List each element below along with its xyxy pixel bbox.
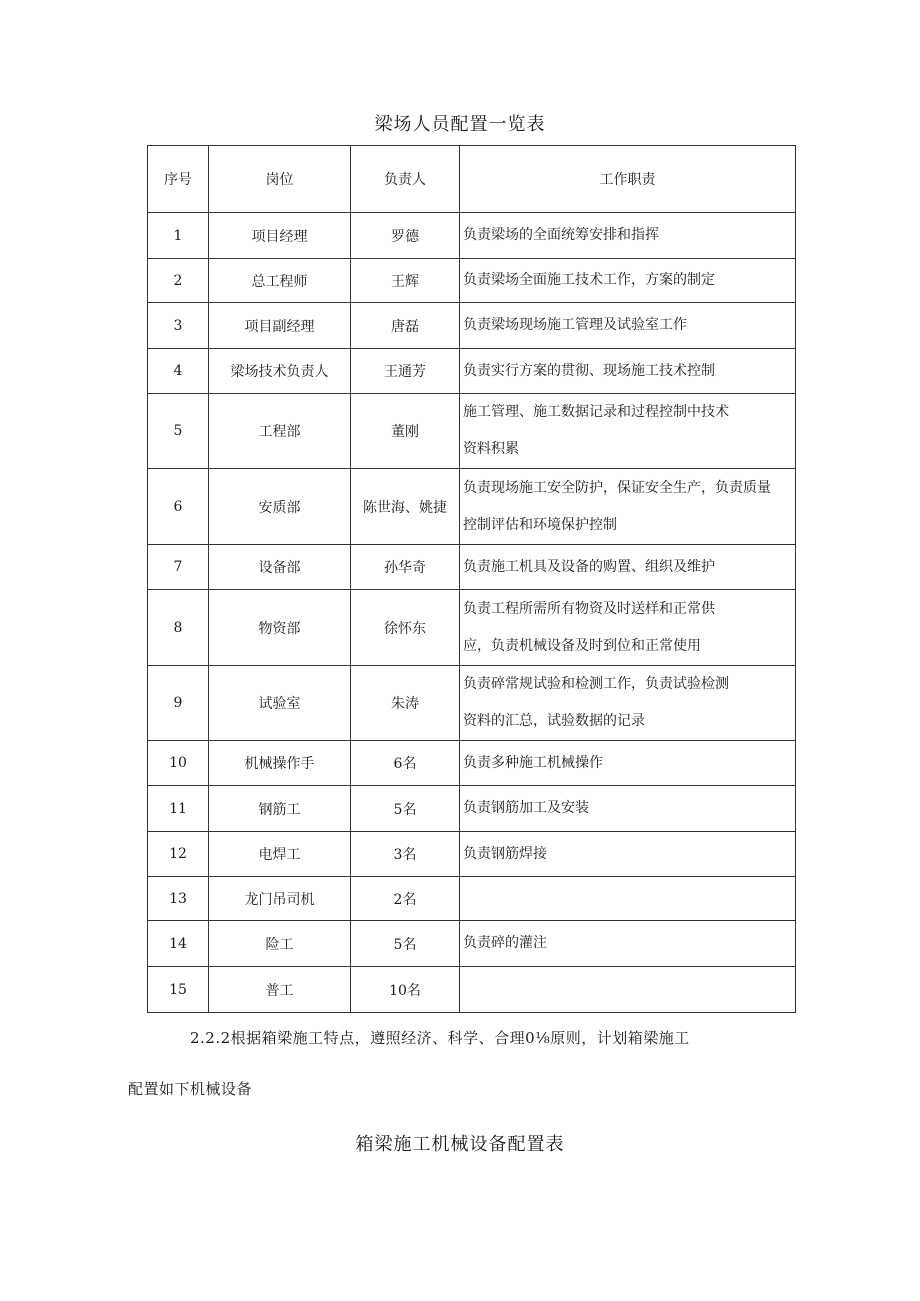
header-no: 序号 [148, 146, 209, 213]
row-person: 3名 [351, 832, 460, 877]
header-post: 岗位 [209, 146, 351, 213]
row-number: 9 [148, 666, 209, 741]
row-person: 2名 [351, 877, 460, 921]
row-number: 13 [148, 877, 209, 921]
row-number: 15 [148, 967, 209, 1013]
duty-line: 应，负责机械设备及时到位和正常使用 [463, 637, 701, 654]
header-duty: 工作职责 [460, 146, 796, 213]
row-duty [460, 967, 796, 1013]
duty-line: 负责梁场现场施工管理及试验室工作 [463, 317, 687, 333]
row-post: 工程部 [209, 394, 351, 469]
row-person: 孙华奇 [351, 545, 460, 590]
paragraph-line-1: 2.2.2根据箱梁施工特点，遵照经济、科学、合理0⅛原则，计划箱梁施工 [190, 1029, 690, 1047]
row-post: 项目副经理 [209, 303, 351, 349]
duty-line: 负责工程所需所有物资及时送样和正常供 [463, 600, 715, 617]
row-number: 5 [148, 394, 209, 469]
row-duty [460, 921, 796, 967]
row-number: 2 [148, 259, 209, 303]
table-row [148, 666, 796, 741]
row-person: 6名 [351, 741, 460, 786]
row-duty [460, 786, 796, 832]
row-person: 10名 [351, 967, 460, 1013]
row-duty [460, 877, 796, 921]
table-row [148, 921, 796, 967]
row-duty [460, 469, 796, 545]
duty-line: 控制评估和环境保护控制 [463, 516, 617, 533]
table-header-row [148, 146, 796, 213]
duty-line: 负责实行方案的贯彻、现场施工技术控制 [463, 362, 715, 379]
paragraph-line-2: 配置如下机械设备 [128, 1080, 253, 1098]
table-row [148, 832, 796, 877]
duty-line: 负责梁场全面施工技术工作，方案的制定 [463, 272, 715, 288]
row-duty [460, 741, 796, 786]
row-post: 龙门吊司机 [209, 877, 351, 921]
table-row [148, 967, 796, 1013]
row-post: 梁场技术负责人 [209, 349, 351, 394]
row-number: 6 [148, 469, 209, 545]
row-duty [460, 213, 796, 259]
table-row [148, 786, 796, 832]
row-duty [460, 349, 796, 394]
staff-table [147, 145, 796, 1013]
table-row [148, 741, 796, 786]
table-row [148, 590, 796, 666]
row-person: 董刚 [351, 394, 460, 469]
duty-line: 负责碎常规试验和检测工作，负责试验检测 [463, 676, 729, 692]
row-number: 12 [148, 832, 209, 877]
row-duty [460, 832, 796, 877]
row-post: 普工 [209, 967, 351, 1013]
duty-line: 负责施工机具及设备的购置、组织及维护 [463, 558, 715, 575]
table-title: 梁场人员配置一览表 [374, 114, 546, 135]
row-person: 5名 [351, 921, 460, 967]
row-person: 罗德 [351, 213, 460, 259]
header-person: 负责人 [351, 146, 460, 213]
duty-line: 负责钢筋加工及安装 [463, 800, 589, 816]
second-table-title: 箱梁施工机械设备配置表 [355, 1134, 565, 1155]
duty-line: 负责碎的灌注 [463, 935, 547, 951]
row-number: 1 [148, 213, 209, 259]
row-person: 朱涛 [351, 666, 460, 741]
duty-line: 负责钢筋焊接 [463, 845, 547, 862]
duty-line: 施工管理、施工数据记录和过程控制中技术 [463, 404, 729, 420]
table-row [148, 213, 796, 259]
table-row [148, 303, 796, 349]
table-row [148, 469, 796, 545]
row-post: 电焊工 [209, 832, 351, 877]
row-person: 王辉 [351, 259, 460, 303]
table-row [148, 259, 796, 303]
row-post: 机械操作手 [209, 741, 351, 786]
row-duty [460, 259, 796, 303]
table-row [148, 349, 796, 394]
row-number: 4 [148, 349, 209, 394]
table-row [148, 877, 796, 921]
table-row [148, 545, 796, 590]
row-number: 8 [148, 590, 209, 666]
duty-line: 资料积累 [463, 441, 519, 457]
row-person: 唐磊 [351, 303, 460, 349]
row-post: 物资部 [209, 590, 351, 666]
row-person: 徐怀东 [351, 590, 460, 666]
row-person: 陈世海、姚捷 [351, 469, 460, 545]
row-post: 项目经理 [209, 213, 351, 259]
duty-line: 负责多种施工机械操作 [463, 754, 603, 771]
row-duty [460, 303, 796, 349]
row-post: 险工 [209, 921, 351, 967]
row-person: 王通芳 [351, 349, 460, 394]
row-person: 5名 [351, 786, 460, 832]
row-duty [460, 394, 796, 469]
row-post: 安质部 [209, 469, 351, 545]
row-post: 总工程师 [209, 259, 351, 303]
table-row [148, 394, 796, 469]
row-number: 14 [148, 921, 209, 967]
duty-line: 负责梁场的全面统筹安排和指挥 [463, 227, 659, 243]
row-post: 钢筋工 [209, 786, 351, 832]
table-body [148, 213, 796, 1013]
duty-line: 负责现场施工安全防护，保证安全生产，负责质量 [463, 479, 771, 496]
row-post: 设备部 [209, 545, 351, 590]
row-duty [460, 590, 796, 666]
row-number: 10 [148, 741, 209, 786]
row-duty [460, 666, 796, 741]
row-post: 试验室 [209, 666, 351, 741]
row-number: 11 [148, 786, 209, 832]
row-number: 3 [148, 303, 209, 349]
duty-line: 资料的汇总，试验数据的记录 [463, 713, 645, 729]
row-number: 7 [148, 545, 209, 590]
row-duty [460, 545, 796, 590]
